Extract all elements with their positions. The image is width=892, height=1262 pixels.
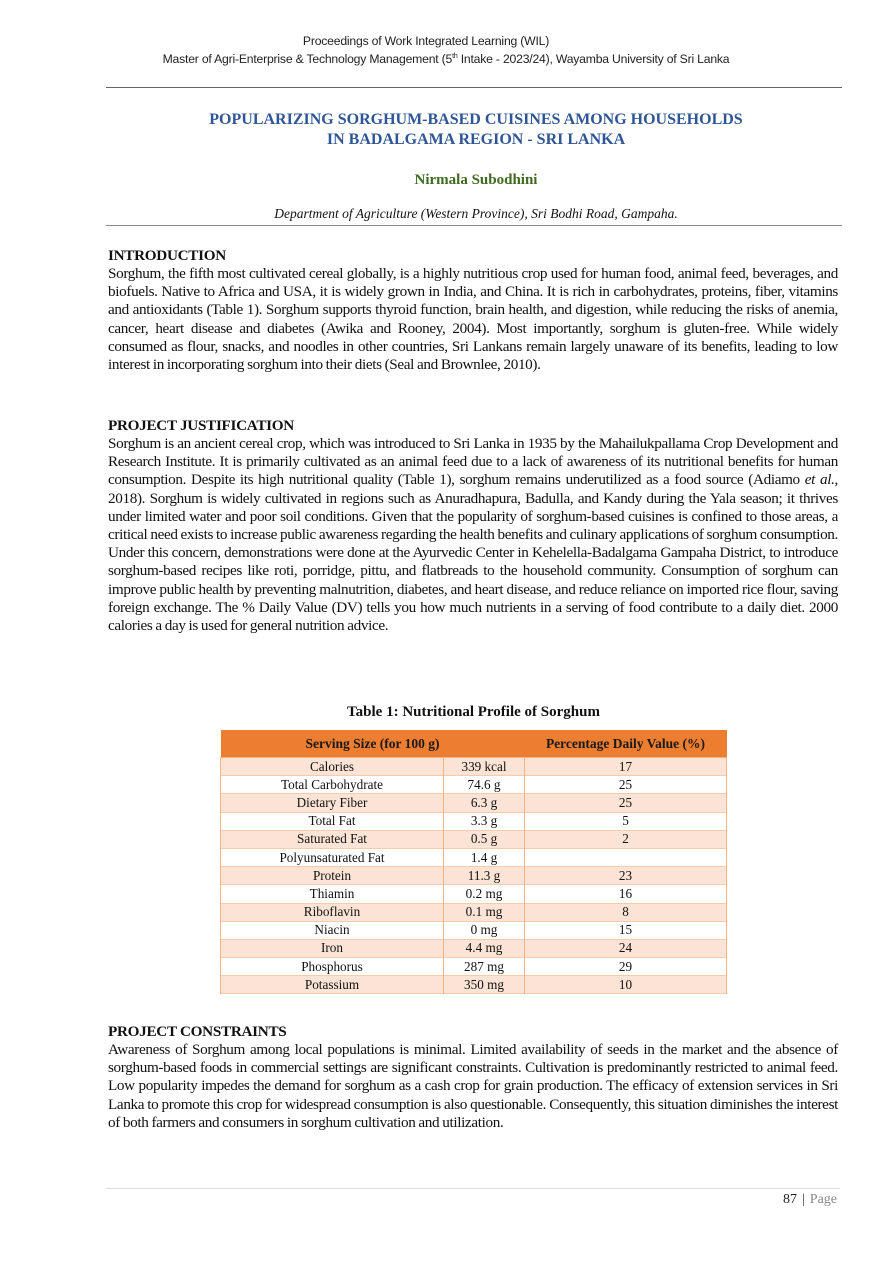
table-row [221, 812, 727, 830]
affiliation-divider [106, 225, 842, 226]
nutrient-name: Dietary Fiber [221, 794, 444, 812]
nutrient-amount: 287 mg [444, 958, 525, 976]
daily-value: 16 [525, 885, 727, 903]
nutrient-name: Potassium [221, 976, 444, 994]
daily-value [525, 848, 727, 866]
nutrient-amount: 4.4 mg [444, 939, 525, 957]
daily-value: 5 [525, 812, 727, 830]
nutrient-name: Thiamin [221, 885, 444, 903]
table-caption: Table 1: Nutritional Profile of Sorghum [347, 704, 600, 720]
nutrient-name: Total Fat [221, 812, 444, 830]
daily-value: 2 [525, 830, 727, 848]
section-introduction [108, 247, 838, 374]
header-serving-size: Serving Size (for 100 g) [221, 730, 525, 758]
proceedings-header-line1: Proceedings of Work Integrated Learning (WIL) [302, 34, 550, 48]
daily-value: 25 [525, 794, 727, 812]
header-line2-sup: th [452, 52, 458, 60]
section-project-justification [108, 417, 838, 635]
header-line2-pre: Master of Agri-Enterprise & Technology Management (5 [162, 52, 453, 66]
table-row [221, 976, 727, 994]
section-heading: INTRODUCTION [108, 247, 226, 264]
nutrient-name: Protein [221, 867, 444, 885]
proceedings-header-line2 [0, 52, 892, 66]
header-divider [106, 87, 842, 88]
daily-value: 17 [525, 758, 727, 776]
section-body: Sorghum, the fifth most cultivated cereal globally, is a highly nutritious crop used for human food, animal feed, beverages, and biofuels. Native to Africa and USA, it is widely grown in India, and China. It is rich in carbohydrates, proteins, fiber, vitamins and antioxidants (Table 1). Sorghum supports thyroid function, brain health, and digestion, while reducing the risks of anemia, cancer, heart disease and diabetes (Awika and Rooney, 2004). Most importantly, sorghum is gluten-free. While widely consumed as flour, snacks, and noodles in other countries, Sri Lankans remain largely unaware of its benefits, leading to low interest in incorporating sorghum into their diets (Seal and Brownlee, 2010). [108, 265, 838, 374]
table-row [221, 939, 727, 957]
table-row [221, 758, 727, 776]
nutrient-name: Niacin [221, 921, 444, 939]
nutrient-amount: 1.4 g [444, 848, 525, 866]
table-row [221, 903, 727, 921]
header-daily-value: Percentage Daily Value (%) [525, 730, 727, 758]
nutrient-amount: 0.5 g [444, 830, 525, 848]
table-row [221, 830, 727, 848]
body-text: Sorghum is an ancient cereal crop, which was introduced to Sri Lanka in 1935 by the Mahailukpallama Crop Development and Research Institute. It is primarily cultivated as an animal feed due to a lack of awareness of its nutritional benefits for human consumption. Despite its high nutritional quality (Table 1), sorghum remains underutilized as a food source (Adiamo [108, 435, 838, 489]
table-row [221, 958, 727, 976]
daily-value: 29 [525, 958, 727, 976]
title-line2: IN BADALGAMA REGION - SRI LANKA [326, 131, 626, 148]
daily-value: 23 [525, 867, 727, 885]
table-header-row [221, 730, 727, 758]
nutrient-amount: 0.2 mg [444, 885, 525, 903]
daily-value: 15 [525, 921, 727, 939]
daily-value: 10 [525, 976, 727, 994]
daily-value: 24 [525, 939, 727, 957]
author-name: Nirmala Subodhini [414, 172, 538, 188]
nutrient-amount: 11.3 g [444, 867, 525, 885]
section-body [108, 435, 838, 635]
page-number: 87 [782, 1192, 797, 1207]
daily-value: 8 [525, 903, 727, 921]
table-row [221, 885, 727, 903]
nutrient-name: Riboflavin [221, 903, 444, 921]
table-row [221, 848, 727, 866]
nutrient-amount: 3.3 g [444, 812, 525, 830]
page-footer [783, 1192, 837, 1208]
title-line1: POPULARIZING SORGHUM-BASED CUISINES AMONG HOUSEHOLDS [209, 111, 743, 128]
nutrient-name: Phosphorus [221, 958, 444, 976]
paper-title [106, 110, 846, 150]
table-row [221, 921, 727, 939]
header-line2-post: Intake - 2023/24), Wayamba University of Sri Lanka [457, 52, 730, 66]
body-italic: et al. [804, 471, 835, 489]
table-row [221, 776, 727, 794]
nutrient-amount: 0 mg [444, 921, 525, 939]
nutrient-amount: 6.3 g [444, 794, 525, 812]
page-label: Page [809, 1192, 837, 1207]
section-project-constraints [108, 1023, 838, 1132]
author-affiliation: Department of Agriculture (Western Province), Sri Bodhi Road, Gampaha. [274, 206, 678, 221]
nutrient-name: Calories [221, 758, 444, 776]
nutrient-name: Total Carbohydrate [221, 776, 444, 794]
nutrition-table [220, 730, 727, 994]
nutrient-name: Polyunsaturated Fat [221, 848, 444, 866]
section-heading: PROJECT JUSTIFICATION [108, 417, 294, 434]
section-heading: PROJECT CONSTRAINTS [108, 1023, 287, 1040]
nutrient-amount: 74.6 g [444, 776, 525, 794]
nutrient-amount: 350 mg [444, 976, 525, 994]
page-separator: | [801, 1192, 805, 1207]
nutrient-amount: 339 kcal [444, 758, 525, 776]
table-row [221, 867, 727, 885]
section-body: Awareness of Sorghum among local populations is minimal. Limited availability of seeds in the market and the absence of sorghum-based foods in commercial settings are significant constraints. Cultivation is predominantly restricted to animal feed. Low popularity impedes the demand for sorghum as a cash crop for grain production. The efficacy of extension services in Sri Lanka to promote this crop for widespread consumption is also questionable. Consequently, this situation diminishes the interest of both farmers and consumers in sorghum cultivation and utilization. [108, 1041, 838, 1131]
nutrient-amount: 0.1 mg [444, 903, 525, 921]
daily-value: 25 [525, 776, 727, 794]
nutrient-name: Iron [221, 939, 444, 957]
footer-divider [106, 1188, 840, 1189]
table-row [221, 794, 727, 812]
nutrient-name: Saturated Fat [221, 830, 444, 848]
body-text: , 2018). Sorghum is widely cultivated in regions such as Anuradhapura, Badulla, and Kandy during the Yala season; it thrives under limited water and poor soil conditions. Given that the popularity of sorghum-based cuisines is confined to those areas, a critical need exists to increase public awareness regarding the health benefits and culinary applications of sorghum consumption. Under this concern, demonstrations were done at the Ayurvedic Center in Kehelella-Badalgama Gampaha District, to introduce sorghum-based recipes like roti, porridge, pittu, and flatbreads to the household community. Consumption of sorghum can improve public health by preventing malnutrition, diabetes, and heart disease, and reduce reliance on imported rice flour, saving foreign exchange. The % Daily Value (DV) tells you how much nutrients in a serving of food contribute to a daily diet. 2000 calories a day is used for general nutrition advice. [108, 471, 838, 635]
